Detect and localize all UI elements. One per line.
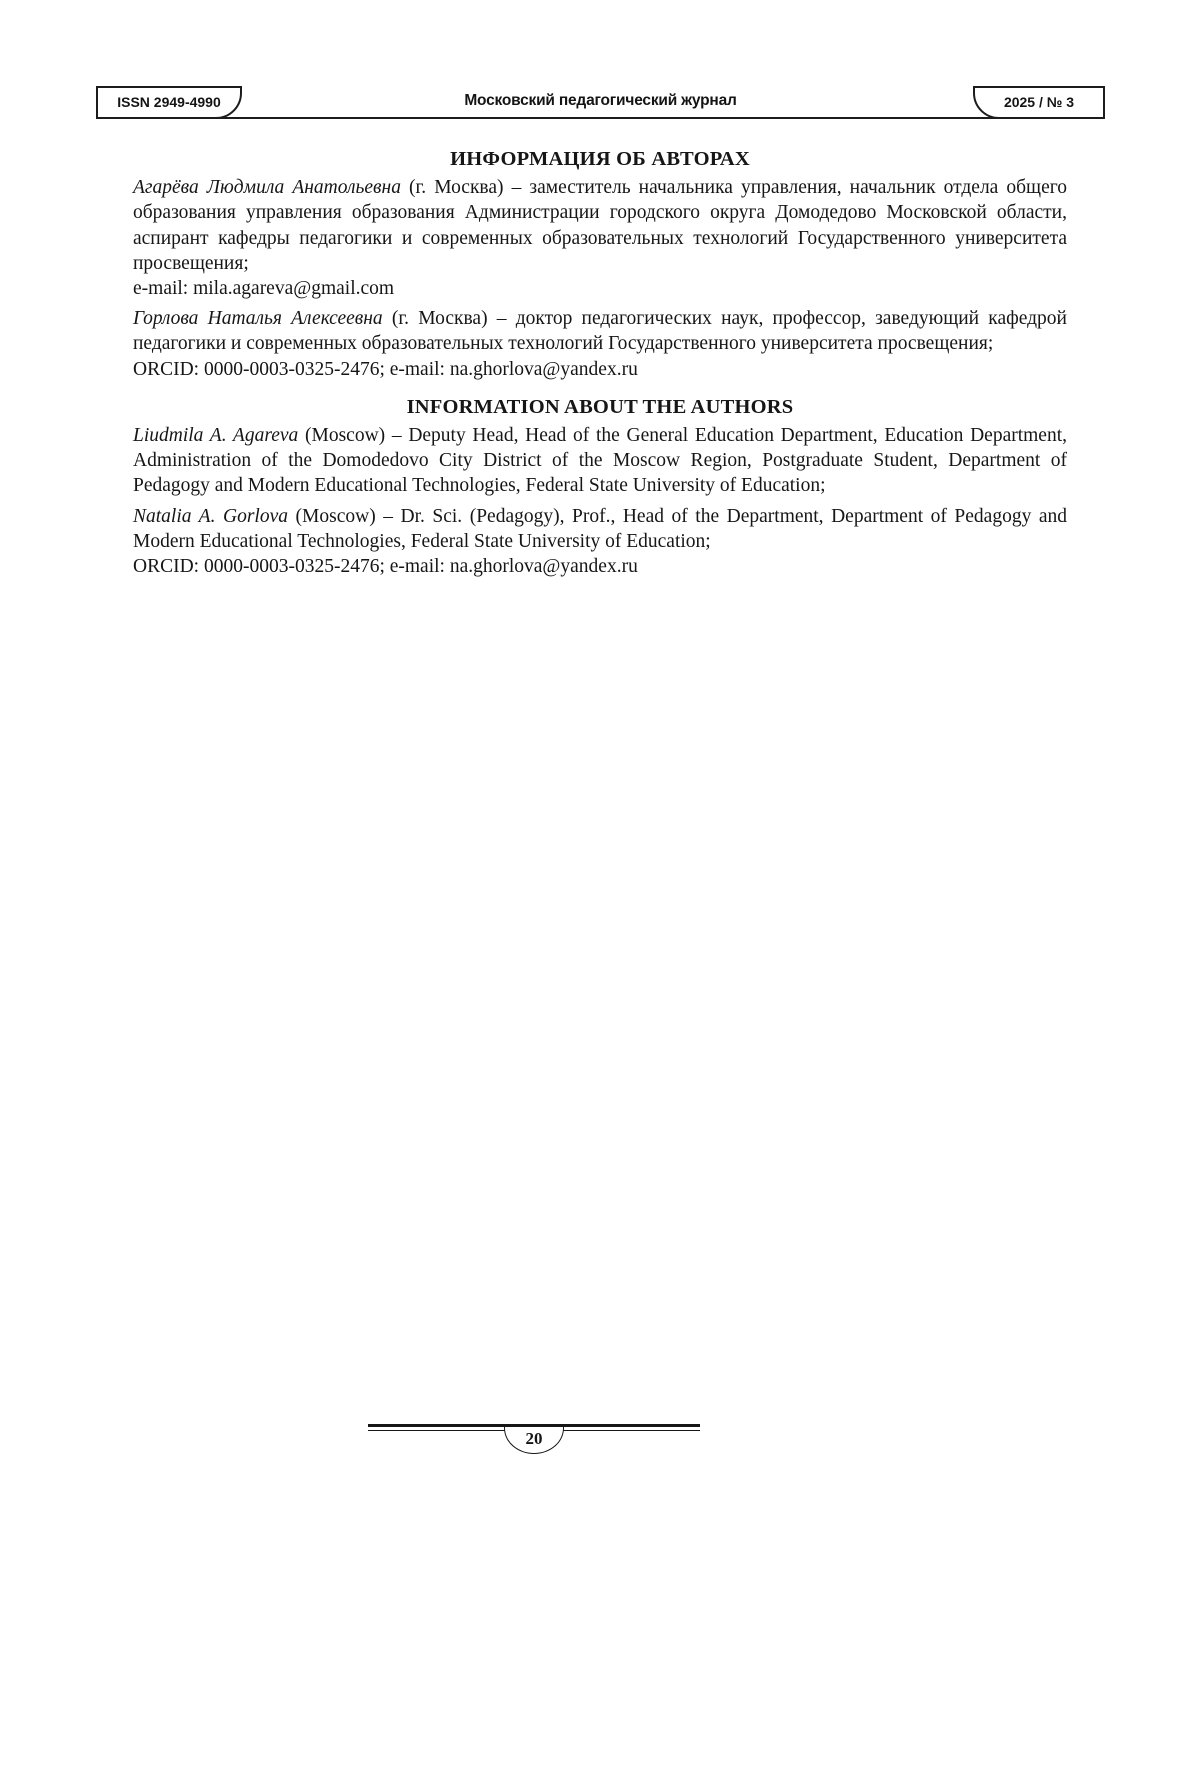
- issue-tab: 2025 / № 3: [973, 86, 1105, 119]
- author-entry-en-2: [133, 504, 1067, 580]
- page-footer: [368, 1424, 700, 1460]
- en-authors-heading: INFORMATION ABOUT THE AUTHORS: [406, 395, 794, 418]
- author-paragraph: [133, 175, 1067, 276]
- author-contact: ORCID: 0000-0003-0325-2476; e-mail: na.ghorlova@yandex.ru: [133, 358, 638, 380]
- page-number-badge: 20: [504, 1427, 564, 1454]
- author-description: (Moscow) – Deputy Head, Head of the General Education Department, Education Department, Administration of the Domodedovo City District of the Moscow Region, Postgraduate Student, Department of Pedagogy and Modern Educational Technologies, Federal State University of Education;: [133, 425, 1068, 497]
- authors-section-en: [133, 395, 1067, 579]
- page-content: [133, 147, 1067, 584]
- author-paragraph: [133, 504, 1067, 554]
- author-entry-en-1: [133, 423, 1067, 499]
- author-name: Natalia A. Gorlova: [133, 505, 288, 527]
- author-entry-ru-1: [133, 175, 1067, 301]
- author-name: Liudmila A. Agareva: [133, 425, 299, 447]
- author-description: (г. Москва) – заместитель начальника управления, начальник отдела общего образования управления образования Администрации городского округа Домодедово Московской области, аспирант кафедры педагогики и современных образовательных технологий Государственного университета просвещения;: [133, 177, 1067, 274]
- author-paragraph: [133, 306, 1067, 356]
- author-paragraph: [133, 423, 1067, 499]
- author-contact: ORCID: 0000-0003-0325-2476; e-mail: na.ghorlova@yandex.ru: [133, 556, 638, 578]
- author-name: Агарёва Людмила Анатольевна: [133, 177, 401, 199]
- author-description: (Moscow) – Dr. Sci. (Pedagogy), Prof., Head of the Department, Department of Pedagogy and Modern Educational Technologies, Federal State University of Education;: [133, 505, 1068, 552]
- author-contact: e-mail: mila.agareva@gmail.com: [133, 278, 395, 300]
- author-entry-ru-2: [133, 306, 1067, 382]
- ru-authors-heading: ИНФОРМАЦИЯ ОБ АВТОРАХ: [450, 148, 750, 170]
- author-description: (г. Москва) – доктор педагогических наук, профессор, заведующий кафедрой педагогики и современных образовательных технологий Государственного университета просвещения;: [133, 308, 1067, 355]
- issn-tab: ISSN 2949-4990: [96, 86, 242, 119]
- authors-section-ru: [133, 147, 1067, 382]
- author-name: Горлова Наталья Алексеевна: [133, 308, 383, 330]
- page-header: [96, 86, 1105, 119]
- journal-title: Московский педагогический журнал: [464, 92, 737, 109]
